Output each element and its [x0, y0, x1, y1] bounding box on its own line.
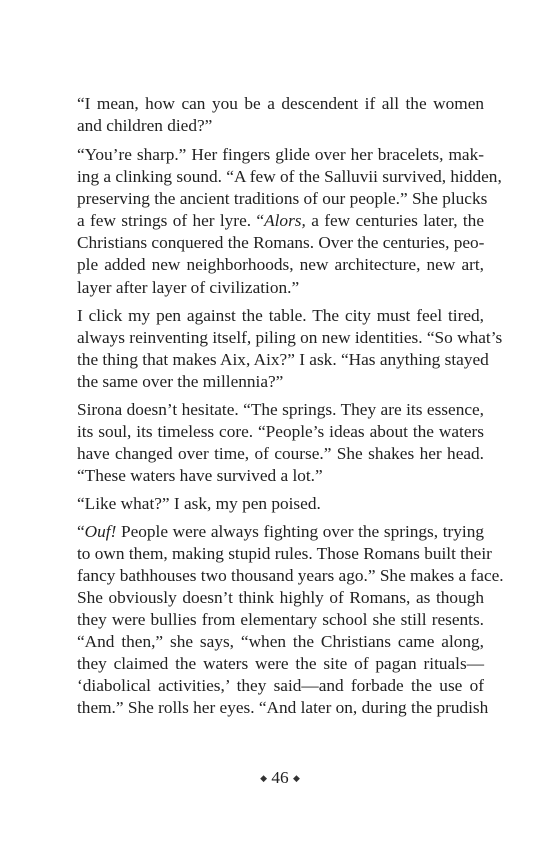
- text-line: always reinventing itself, piling on new identities. “So what’s: [77, 328, 503, 347]
- text-line: I click my pen against the table. The city must feel tired,: [77, 306, 484, 325]
- italic-word: Alors,: [264, 211, 306, 230]
- text-line: have changed over time, of course.” She shakes her head.: [77, 444, 484, 463]
- text-line: fancy bathhouses two thousand years ago.” She makes a face.: [77, 566, 504, 585]
- page-number-value: 46: [271, 768, 289, 787]
- text-line: “I mean, how can you be a descendent if all the women: [77, 94, 484, 113]
- text-line: “Ouf! People were always fighting over the springs, trying: [77, 522, 484, 541]
- text-line: “These waters have survived a lot.”: [77, 466, 323, 485]
- text-line: preserving the ancient traditions of our people.” She plucks: [77, 189, 488, 208]
- text-line: them.” She rolls her eyes. “And later on, during the prudish: [77, 698, 489, 717]
- text-line: a few strings of her lyre. “Alors, a few centuries later, the: [77, 211, 484, 230]
- diamond-ornament-icon: ◆: [292, 773, 300, 784]
- diamond-ornament-icon: ◆: [260, 773, 268, 784]
- text-line: the thing that makes Aix, Aix?” I ask. “Has anything stayed: [77, 350, 489, 369]
- text-line: She obviously doesn’t think highly of Romans, as though: [77, 588, 484, 607]
- text-line: they claimed the waters were the site of pagan rituals—: [77, 654, 484, 673]
- text-line: “You’re sharp.” Her fingers glide over her bracelets, mak-: [77, 145, 484, 164]
- text-line: layer after layer of civilization.”: [77, 278, 300, 297]
- text-line: they were bullies from elementary school she still resents.: [77, 610, 484, 629]
- text-line: the same over the millennia?”: [77, 372, 284, 391]
- text-line: ple added new neighborhoods, new architecture, new art,: [77, 255, 484, 274]
- text-line: to own them, making stupid rules. Those Romans built their: [77, 544, 492, 563]
- text-line: and children died?”: [77, 116, 213, 135]
- italic-word: Ouf!: [84, 522, 117, 541]
- text-line: ‘diabolical activities,’ they said—and forbade the use of: [77, 676, 484, 695]
- text-line: ing a clinking sound. “A few of the Salluvii survived, hidden,: [77, 167, 502, 186]
- text-line: its soul, its timeless core. “People’s ideas about the waters: [77, 422, 484, 441]
- text-line: Christians conquered the Romans. Over the centuries, peo-: [77, 233, 485, 252]
- text-line: “And then,” she says, “when the Christians came along,: [77, 632, 484, 651]
- text-line: Sirona doesn’t hesitate. “The springs. They are its essence,: [77, 400, 484, 419]
- page-number: [0, 767, 560, 790]
- text-line: “Like what?” I ask, my pen poised.: [77, 494, 321, 513]
